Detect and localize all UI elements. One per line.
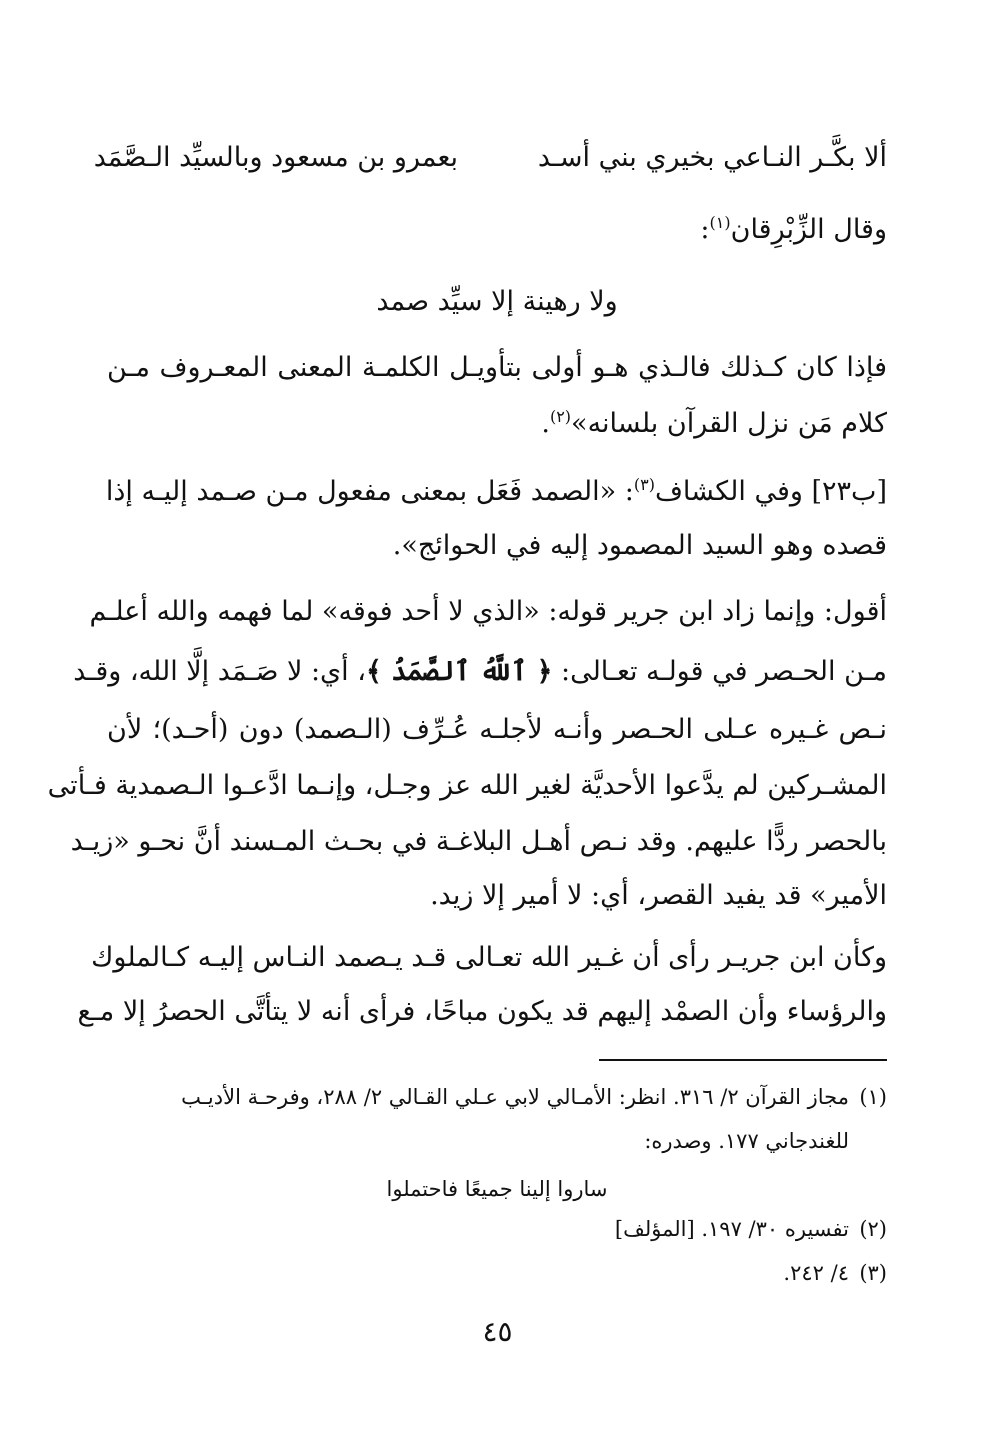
footnote-1-number: (١) xyxy=(859,1085,887,1109)
para3-line1: أقول: وإنما زاد ابن جرير قوله: «الذي لا أحد فوقه» لما فهمه والله أعلـم xyxy=(89,596,887,627)
footnote-3-text: ٤/ ٢٤٢. xyxy=(783,1261,849,1285)
intro-colon: : xyxy=(700,214,710,245)
footnote-ref-2: (٢) xyxy=(549,407,572,426)
para2-line1-b: : «الصمد فَعَل بمعنى مفعول مـن صـمد إليـه إذا xyxy=(105,476,634,507)
para3-line3: نـص غـيره عـلى الحـصر وأنـه لأجلـه عُـرِّف (الـصمد) دون (أحـد)؛ لأن xyxy=(107,714,887,745)
verse1-first-hemistich: ألا بكَّـر النـاعي بخيري بني أسـد xyxy=(537,142,887,173)
footnote-3-number: (٣) xyxy=(859,1261,887,1285)
footnote-ref-3: (٣) xyxy=(633,475,655,494)
para2-line1 xyxy=(107,472,887,512)
para1-line2 xyxy=(107,404,887,444)
para3-line4: المشـركين لم يدَّعوا الأحديَّة لغير الله عز وجـل، وإنـما ادَّعـوا الـصمدية فـأتى xyxy=(47,770,887,801)
para1-line1: فإذا كان كـذلك فالـذي هـو أولى بتأويـل الكلمـة المعنى المعـروف مـن xyxy=(107,352,887,383)
footnote-2-number: (٢) xyxy=(859,1217,887,1241)
footnote-1-line1 xyxy=(107,1080,887,1114)
footnote-2 xyxy=(107,1212,887,1246)
para1-line2-end: . xyxy=(541,408,550,439)
footnote-ref-1: (١) xyxy=(709,213,731,232)
footnote-1-verse: ساروا إلينا جميعًا فاحتملوا xyxy=(386,1177,608,1201)
verse2: ولا رهينة إلا سيِّد صمد xyxy=(376,286,618,317)
para3-line6: الأمير» قد يفيد القصر، أي: لا أمير إلا زيد. xyxy=(430,880,887,911)
footnote-1-text: مجاز القرآن ٢/ ٣١٦. انظر: الأمـالي لابي عـلي القـالي ٢/ ٢٨٨، وفرحـة الأديـب xyxy=(181,1085,849,1109)
footnote-2-text: تفسيره ٣٠/ ١٩٧. [المؤلف] xyxy=(614,1217,849,1241)
verse1-second-hemistich: بعمرو بن مسعود وبالسيِّد الـصَّمَد xyxy=(93,142,458,173)
footnote-1-line2: للغندجاني ١٧٧. وصدره: xyxy=(644,1129,849,1153)
para2-line2: قصده وهو السيد المصمود إليه في الحوائج». xyxy=(392,530,887,561)
para1-line2-text: كلام مَن نزل القرآن بلسانه» xyxy=(571,408,887,439)
para3-line2-b: ، أي: لا صَـمَد إلَّا الله، وقـد xyxy=(73,656,366,687)
para3-line2 xyxy=(73,652,887,692)
page-number: ٤٥ xyxy=(482,1315,513,1348)
intro-zibriqan-line xyxy=(107,210,887,250)
para3-line5: بالحصر ردًّا عليهم. وقد نـص أهـل البلاغـة في بحـث المـسند أنَّ نحـو «زيـد xyxy=(70,826,887,857)
quran-verse: ﴿ ٱللَّهُ ٱلصَّمَدُ ﴾ xyxy=(365,656,553,687)
footnote-3 xyxy=(107,1256,887,1290)
footnote-separator xyxy=(599,1059,887,1061)
para4-line1: وكأن ابن جريـر رأى أن غـير الله تعـالى قـد يـصمد النـاس إليـه كـالملوك xyxy=(91,942,887,973)
para4-line2: والرؤساء وأن الصمْد إليهم قد يكون مباحًا، فرأى أنه لا يتأتَّى الحصرُ إلا مـع xyxy=(77,996,887,1027)
para3-line2-a: مـن الحـصر في قولـه تعـالى: xyxy=(552,656,887,687)
intro-zibriqan-text: وقال الزِّبْرِقان xyxy=(730,214,887,245)
para2-line1-a: [ب٢٣] وفي الكشاف xyxy=(654,476,887,507)
